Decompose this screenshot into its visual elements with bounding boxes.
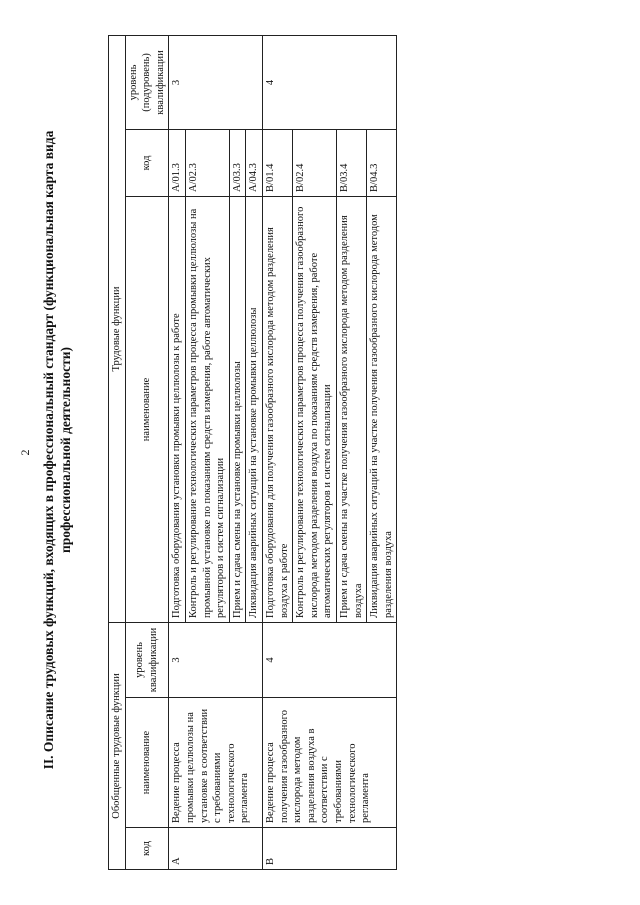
function-name: Ликвидация аварийных ситуаций на участке получения газообразного кислорода методом разделения воздуха bbox=[367, 196, 397, 622]
table-row bbox=[262, 35, 292, 869]
function-code: А/01.3 bbox=[169, 129, 186, 196]
function-sublevel: 3 bbox=[169, 35, 263, 129]
page-number: 2 bbox=[18, 449, 32, 456]
functional-map-table bbox=[108, 35, 397, 870]
group-code: А bbox=[169, 828, 263, 870]
function-name: Подготовка оборудования для получения газообразного кислорода методом разделения воздуха к работе bbox=[262, 196, 292, 622]
function-name-header: наименование bbox=[125, 196, 169, 622]
section-title: II. Описание трудовых функций, входящих в профессиональный стандарт (функциональная карта вида профессиональной деятельности) bbox=[41, 130, 73, 770]
code-header: код bbox=[125, 828, 169, 870]
generalized-functions-header: Обобщенные трудовые функции bbox=[109, 622, 126, 869]
function-code: В/04.3 bbox=[367, 129, 397, 196]
function-sublevel: 4 bbox=[262, 35, 396, 129]
function-name: Прием и сдача смены на участке получения газообразного кислорода методом разделения воздуха bbox=[336, 196, 366, 622]
group-name: Ведение процесса получения газообразного кислорода методом разделения воздуха в соответствии с требованиями технологического регламента bbox=[262, 698, 396, 828]
function-name: Ликвидация аварийных ситуаций на установке промывки целлюлозы bbox=[246, 196, 263, 622]
function-code: В/02.4 bbox=[293, 129, 337, 196]
function-code-header: код bbox=[125, 129, 169, 196]
function-code: А/04.3 bbox=[246, 129, 263, 196]
function-name: Подготовка оборудования установки промывки целлюлозы к работе bbox=[169, 196, 186, 622]
function-code: В/01.4 bbox=[262, 129, 292, 196]
qualification-level-header: уровень квалификации bbox=[125, 622, 169, 697]
group-level: 3 bbox=[169, 622, 263, 697]
sublevel-header: уровень (подуровень) квалификации bbox=[125, 35, 169, 129]
group-code: В bbox=[262, 828, 396, 870]
function-name: Контроль и регулирование технологических параметров процесса промывки целлюлозы на промывной установке по показаниям средств измерения, работе автоматических регуляторов и систем сигнализации bbox=[185, 196, 229, 622]
labor-functions-header: Трудовые функции bbox=[109, 35, 126, 622]
function-code: А/03.3 bbox=[229, 129, 246, 196]
table-row bbox=[169, 35, 186, 869]
name-header: наименование bbox=[125, 698, 169, 828]
group-level: 4 bbox=[262, 622, 396, 697]
function-code: А/02.3 bbox=[185, 129, 229, 196]
group-name: Ведение процесса промывки целлюлозы на установке в соответствии с требованиями технологического регламента bbox=[169, 698, 263, 828]
function-code: В/03.4 bbox=[336, 129, 366, 196]
function-name: Прием и сдача смены на установке промывки целлюлозы bbox=[229, 196, 246, 622]
function-name: Контроль и регулирование технологических параметров процесса получения газообразного кислорода методом разделения воздуха по показаниям средств измерения, работе автоматических регуляторов и систем сигнализации bbox=[293, 196, 337, 622]
